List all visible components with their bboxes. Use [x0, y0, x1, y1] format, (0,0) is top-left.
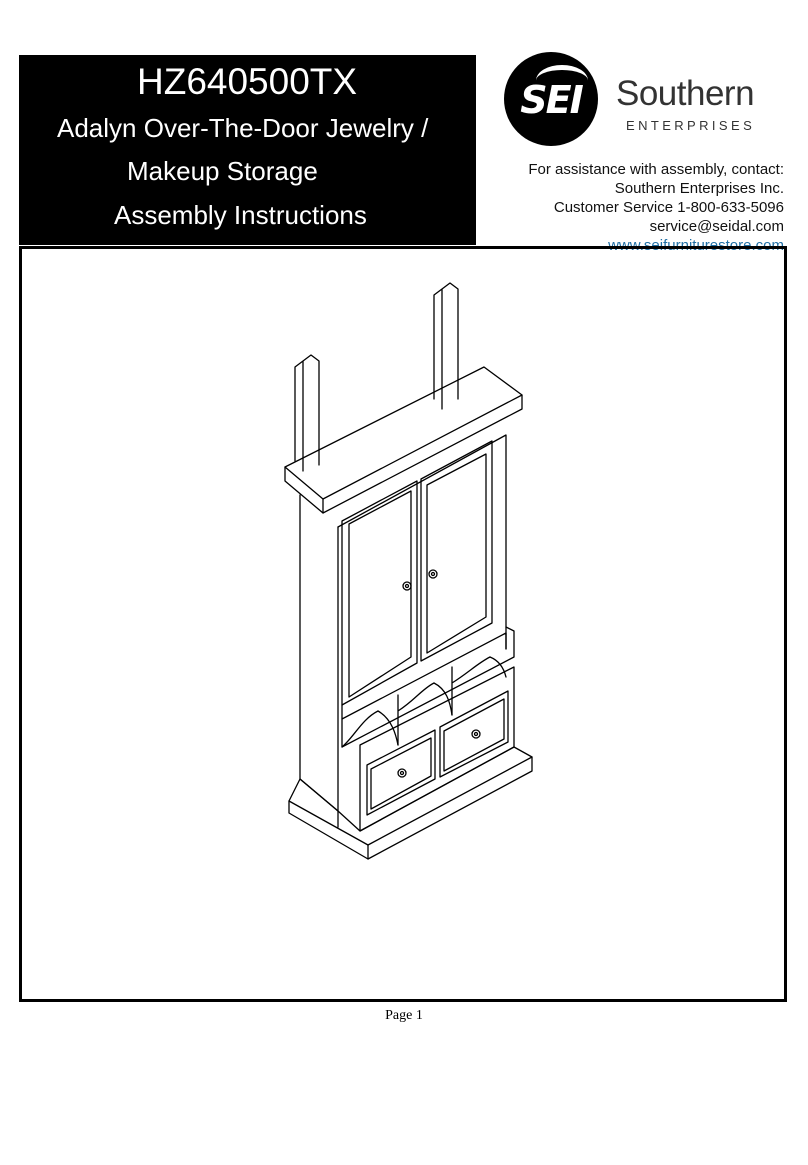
right-door-knob	[429, 570, 437, 578]
model-number: HZ640500TX	[137, 61, 358, 102]
cubby-shelf	[342, 633, 506, 719]
base-plinth	[289, 747, 532, 845]
right-door	[421, 441, 492, 661]
product-name-line-2: Makeup Storage	[127, 156, 318, 186]
side-panel	[300, 495, 338, 811]
company-logo	[504, 52, 774, 148]
contact-block	[528, 160, 784, 255]
logo-brand-name: Southern	[616, 74, 755, 113]
right-drawer-knob	[472, 730, 480, 738]
logo-brand-subtitle: ENTERPRISES	[626, 118, 756, 133]
left-door-knob	[403, 582, 411, 590]
contact-phone: Customer Service 1-800-633-5096	[553, 199, 784, 216]
product-name-line-1: Adalyn Over-The-Door Jewelry /	[57, 113, 429, 143]
left-door-hook	[295, 355, 319, 471]
logo-arc-icon	[536, 65, 588, 96]
illustration-frame	[19, 246, 787, 1002]
contact-website-link[interactable]: www.seifurniturestore.com	[608, 237, 784, 254]
contact-company: Southern Enterprises Inc.	[614, 180, 784, 197]
sei-logo-mark	[504, 52, 598, 146]
document-title: Assembly Instructions	[114, 200, 367, 230]
page-number: Page 1	[385, 1008, 423, 1023]
contact-intro: For assistance with assembly, contact:	[528, 161, 784, 178]
cabinet-illustration	[22, 249, 784, 999]
left-drawer-knob	[398, 769, 406, 777]
contact-email[interactable]: service@seidal.com	[649, 218, 784, 235]
logo-mark-text: SEI	[520, 78, 582, 122]
title-block	[19, 55, 476, 245]
left-door	[342, 481, 417, 705]
